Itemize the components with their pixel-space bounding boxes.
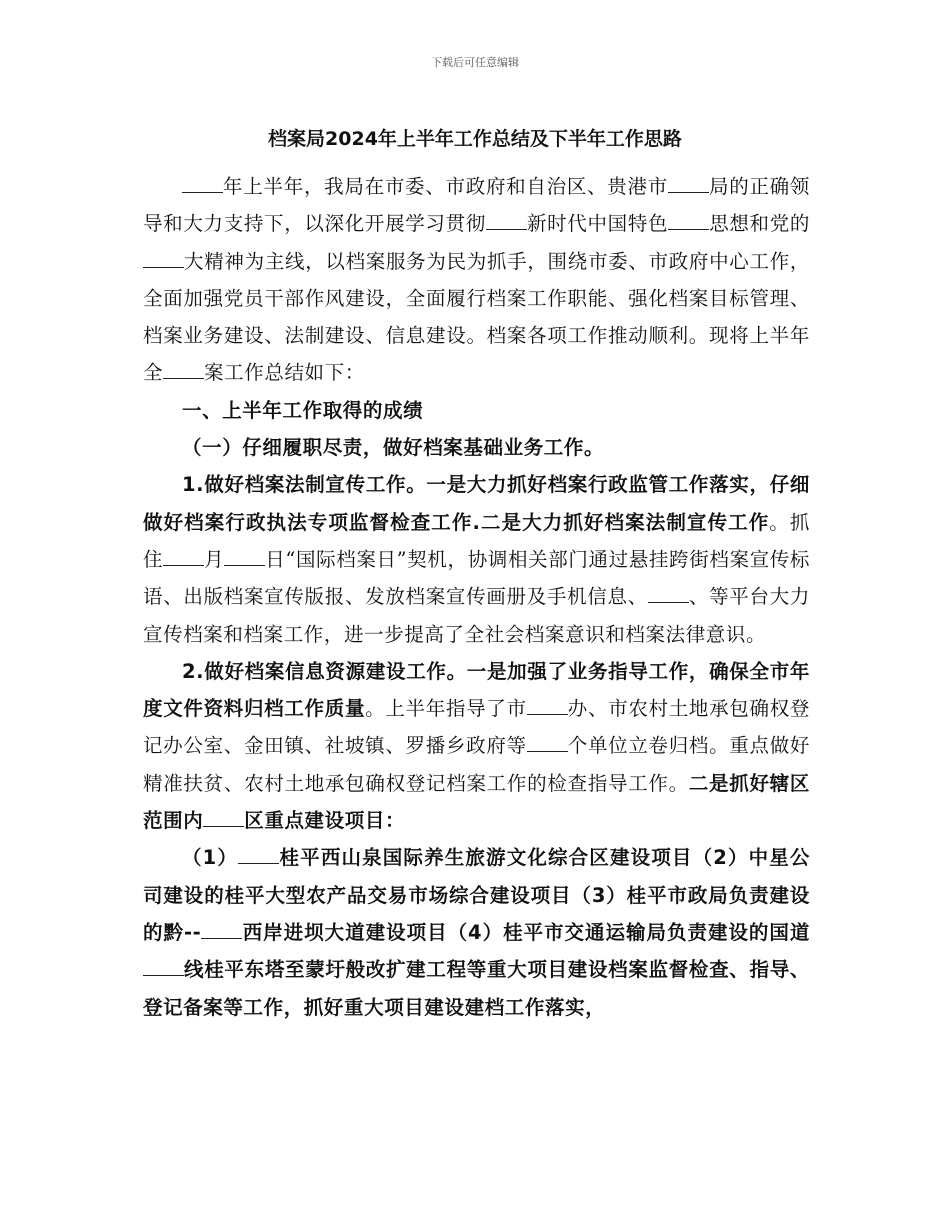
blank-field <box>238 846 279 865</box>
document-body <box>143 168 810 1026</box>
blank-field <box>163 361 204 380</box>
blank-field <box>163 547 204 566</box>
item-paragraph: 2.做好档案信息资源建设工作。一是加强了业务指导工作，确保全市年度文件资料归档工作质量。上半年指导了市 办、市农村土地承包确权登记办公室、金田镇、社坡镇、罗播乡政府等 个单位立卷归档。重点做好精准扶贫、农村土地承包确权登记档案工作的检查指导工作。二是抓好辖区范围内 区重点建设项目： <box>143 659 810 833</box>
blank-field <box>203 809 244 828</box>
blank-field <box>668 174 709 193</box>
item-paragraph: 1.做好档案法制宣传工作。一是大力抓好档案行政监管工作落实，仔细做好档案行政执法专项监督检查工作.二是大力抓好档案法制宣传工作。抓住 月 日“国际档案日”契机，协调相关部门通过悬挂跨街档案宣传标语、出版档案宣传版报、发放档案宣传画册及手机信息、 、等平台大力宣传档案和档案工作，进一步提高了全社会档案意识和档案法律意识。 <box>143 473 810 646</box>
item-paragraph: （1） 桂平西山泉国际养生旅游文化综合区建设项目（2）中星公司建设的桂平大型农产品交易市场综合建设项目（3）桂平市政局负责建设的黔-- 西岸进坝大道建设项目（4）桂平市交通运输局负责建设的国道线桂平东塔至蒙圩般改扩建工程等重大项目建设档案监督检查、指导、登记备案等工作，抓好重大项目建设建档工作落实， <box>143 846 811 1019</box>
subsection-heading: （一）仔细履职尽责，做好档案基础业务工作。 <box>182 436 605 460</box>
blank-field <box>527 734 568 753</box>
section-heading: 一、上半年工作取得的成绩 <box>182 398 424 422</box>
blank-field <box>224 547 265 566</box>
blank-field <box>648 585 689 604</box>
blank-field <box>486 212 527 231</box>
intro-paragraph: 年上半年，我局在市委、市政府和自治区、贵港市 局的正确领导和大力支持下，以深化开展学习贯彻 新时代中国特色 思想和党的大精神为主线，以档案服务为民为抓手，围绕市委、市政府中心工作，全面加强党员干部作风建设，全面履行档案工作职能、强化档案目标管理、档案业务建设、法制建设、信息建设。档案各项工作推动顺利。现将上半年全 案工作总结如下： <box>143 175 810 385</box>
blank-field <box>182 174 223 193</box>
blank-field <box>143 249 184 268</box>
blank-field <box>668 212 709 231</box>
blank-field <box>143 958 184 977</box>
document-title: 档案局2024年上半年工作总结及下半年工作思路 <box>268 128 682 150</box>
blank-field <box>201 920 242 939</box>
blank-field <box>527 697 568 716</box>
page-header: 下载后可任意编辑 <box>431 56 519 69</box>
